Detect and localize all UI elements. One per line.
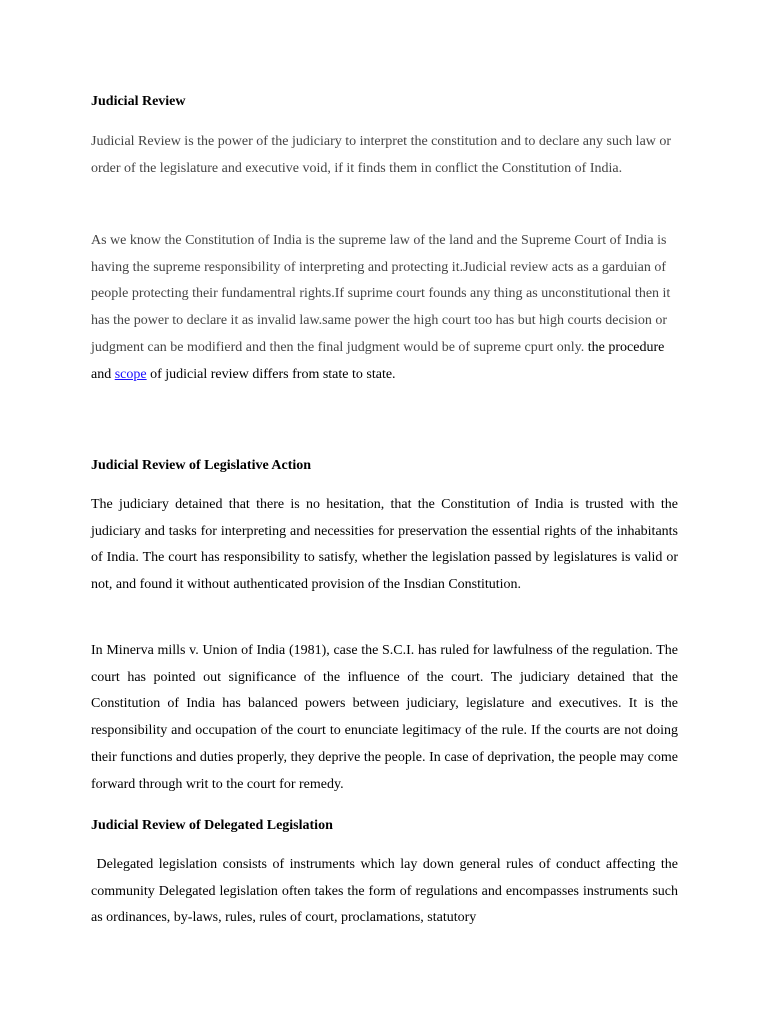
paragraph-constitution-supreme-law: [91, 228, 678, 388]
heading-delegated-legislation: Judicial Review of Delegated Legislation: [91, 818, 333, 833]
paragraph-judicial-review-definition: Judicial Review is the power of the judiciary to interpret the constitution and to declare any such law or order of the legislature and executive void, if it finds them in conflict the Constitution of India.: [91, 134, 672, 176]
paragraph-delegated-legislation: Delegated legislation consists of instruments which lay down general rules of conduct affecting the community Delegated legislation often takes the form of regulations and encompasses instruments such as ordinances, by-laws, rules, rules of court, proclamations, statutory: [91, 857, 682, 926]
scope-link[interactable]: scope: [114, 366, 147, 382]
paragraph-minerva-mills: In Minerva mills v. Union of India (1981), case the S.C.I. has ruled for lawfulness of the regulation. The court has pointed out significance of the influence of the court. The judiciary detained that the Constitution of India has balanced powers between judiciary, legislature and executives. It is the responsibility and occupation of the court to enunciate legitimacy of the rule. If the courts are not doing their functions and duties properly, they deprive the people. In case of deprivation, the people may come forward through writ to the court for remedy.: [91, 643, 678, 792]
paragraph-text-procedure: the procedure and: [91, 339, 665, 382]
paragraph-judiciary-detained: The judiciary detained that there is no hesitation, that the Constitution of India is trusted with the judiciary and tasks for interpreting and necessities for preservation the essential rights of the inhabitants of India. The court has responsibility to satisfy, whether the legislation passed by legislatures is valid or not, and found it without authenticated provision of the Insdian Constitution.: [91, 497, 678, 593]
paragraph-text-differs: of judicial review differs from state to state.: [146, 366, 396, 382]
heading-judicial-review: Judicial Review: [91, 94, 186, 109]
paragraph-text-grey: As we know the Constitution of India is the supreme law of the land and the Supreme Court of India is having the supreme responsibility of interpreting and protecting it.Judicial review acts as a garduian of people protecting their fundamentral rights.If suprime court founds any thing as unconstitutional then it has the power to declare it as invalid law.same power the high court too has but high courts decision or judgment can be modifierd and then the final judgment would be of supreme cpurt only.: [91, 233, 671, 355]
heading-legislative-action: Judicial Review of Legislative Action: [91, 458, 312, 473]
